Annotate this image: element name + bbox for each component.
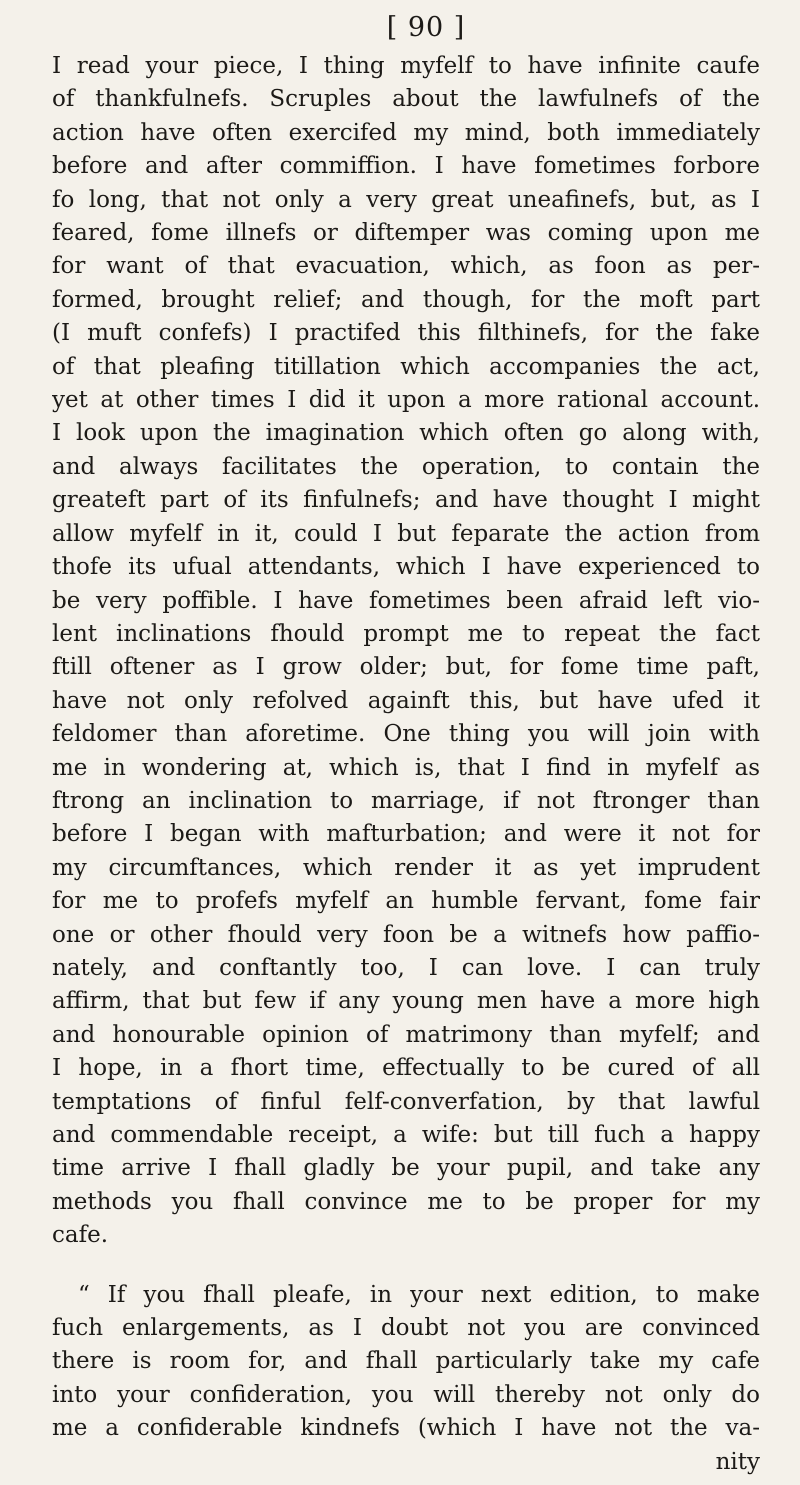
text-line: me in wondering at, which is, that I find in myfelf as bbox=[52, 754, 760, 781]
text-line: I hope, in a fhort time, effectually to be cured of all bbox=[52, 1055, 760, 1082]
text-line: before I began with mafturbation; and were it not for bbox=[52, 821, 760, 848]
paragraph-gap bbox=[52, 1253, 760, 1279]
text-line: ftrong an inclination to marriage, if not ftronger than bbox=[52, 787, 760, 814]
text-line: (I muft confefs) I practifed this filthinefs, for the fake bbox=[52, 320, 760, 347]
text-line: yet at other times I did it upon a more rational account. bbox=[52, 387, 760, 414]
text-line: fuch enlargements, as I doubt not you are convinced bbox=[52, 1315, 760, 1342]
text-line: for want of that evacuation, which, as foon as per- bbox=[52, 253, 760, 280]
paragraph-letter-body bbox=[52, 50, 760, 1253]
text-line: and commendable receipt, a wife: but till fuch a happy bbox=[52, 1122, 760, 1148]
text-line: feared, fome illnefs or diftemper was coming upon me bbox=[52, 220, 760, 247]
text-line: and honourable opinion of matrimony than myfelf; and bbox=[52, 1021, 760, 1048]
text-line: thofe its ufual attendants, which I have experienced to bbox=[52, 554, 760, 581]
text-line: formed, brought relief; and though, for the moft part bbox=[52, 286, 760, 313]
text-line: lent inclinations fhould prompt me to repeat the fact bbox=[52, 620, 760, 647]
text-line: there is room for, and fhall particularly take my cafe bbox=[52, 1348, 760, 1375]
text-line: time arrive I fhall gladly be your pupil, and take any bbox=[52, 1155, 760, 1182]
text-line: me a confiderable kindnefs (which I have not the va- bbox=[52, 1415, 760, 1442]
text-line: before and after commiffion. I have fometimes forbore bbox=[52, 153, 760, 180]
text-line: of that pleafing titillation which accompanies the act, bbox=[52, 353, 760, 380]
text-line: one or other fhould very foon be a witnefs how paffio- bbox=[52, 921, 760, 948]
text-line: affirm, that but few if any young men have a more high bbox=[52, 988, 760, 1015]
text-line: “ If you fhall pleafe, in your next edition, to make bbox=[78, 1281, 760, 1308]
text-line: action have often exercifed my mind, both immediately bbox=[52, 119, 760, 146]
text-line: temptations of finful felf-converfation, by that lawful bbox=[52, 1088, 760, 1115]
text-line: greateft part of its finfulnefs; and have thought I might bbox=[52, 487, 760, 514]
text-line: ftill oftener as I grow older; but, for fome time paft, bbox=[52, 654, 760, 681]
text-line: and always facilitates the operation, to contain the bbox=[52, 453, 760, 480]
paragraph-request bbox=[52, 1279, 760, 1479]
text-line: have not only refolved againft this, but have ufed it bbox=[52, 687, 760, 714]
text-line: I look upon the imagination which often go along with, bbox=[52, 420, 760, 447]
text-line: allow myfelf in it, could I but feparate the action from bbox=[52, 520, 760, 547]
page-number: [ 90 ] bbox=[386, 12, 466, 43]
text-line: I read your piece, I thing myfelf to have infinite caufe bbox=[52, 53, 760, 79]
text-line: be very poffible. I have fometimes been afraid left vio- bbox=[52, 587, 760, 614]
text-line: feldomer than aforetime. One thing you will join with bbox=[52, 721, 760, 748]
text-line: into your confideration, you will thereby not only do bbox=[52, 1381, 760, 1408]
text-line: cafe. bbox=[52, 1222, 109, 1249]
text-line: my circumftances, which render it as yet imprudent bbox=[52, 854, 760, 881]
text-line: nately, and conftantly too, I can love. I can truly bbox=[52, 954, 760, 981]
text-line: fo long, that not only a very great uneafinefs, but, as I bbox=[52, 186, 760, 213]
text-line: for me to profefs myfelf an humble fervant, fome fair bbox=[52, 888, 760, 915]
text-line: nity bbox=[715, 1448, 760, 1475]
text-line: methods you fhall convince me to be proper for my bbox=[52, 1188, 760, 1215]
text-line: of thankfulnefs. Scruples about the lawfulnefs of the bbox=[52, 86, 760, 113]
